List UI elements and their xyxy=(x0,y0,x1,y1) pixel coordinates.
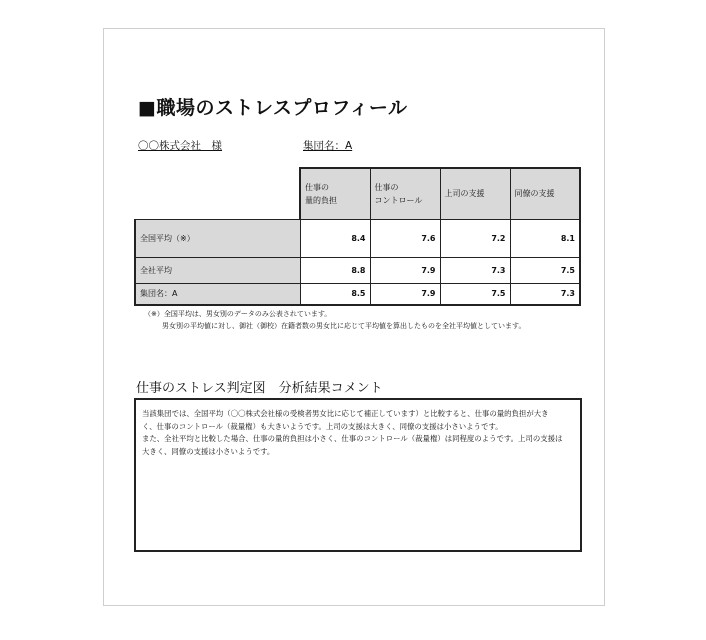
footnote-line-1: （※）全国平均は、男女別のデータのみ公表されています。 xyxy=(144,310,332,318)
column-header xyxy=(300,168,370,219)
table-row xyxy=(135,283,580,305)
comment-line: 当該集団では、全国平均（〇〇株式会社様の受検者男女比に応じて補正しています）と比較すると、仕事の量的負担が大き xyxy=(142,409,549,418)
company-name: 〇〇株式会社 様 xyxy=(138,140,222,152)
table-cell: 7.9 xyxy=(370,283,440,305)
page-title: ■職場のストレスプロフィール xyxy=(138,97,408,119)
table-cell: 7.2 xyxy=(440,219,510,257)
table-corner xyxy=(135,168,300,219)
stress-profile-table xyxy=(134,167,581,306)
row-label: 全社平均 xyxy=(135,257,300,283)
column-header-label: 仕事の 量的負担 xyxy=(305,182,337,205)
analysis-title: 仕事のストレス判定図 分析結果コメント xyxy=(136,381,383,396)
column-header xyxy=(440,168,510,219)
table-cell: 8.8 xyxy=(300,257,370,283)
table-cell: 7.3 xyxy=(510,283,580,305)
comment-line: 大きく、同僚の支援は小さいようです。 xyxy=(142,446,275,456)
row-label: 集団名：A xyxy=(135,283,300,305)
table-row xyxy=(135,219,580,257)
table-cell: 7.6 xyxy=(370,219,440,257)
table-cell: 7.5 xyxy=(440,283,510,305)
column-header-label: 仕事の コントロール xyxy=(374,182,423,205)
table-cell: 7.5 xyxy=(510,257,580,283)
table-header-row xyxy=(135,168,580,219)
comment-line: また、全社平均と比較した場合、仕事の量的負担は小さく、仕事のコントロール（裁量権）は同程度のようです。上司の支援は xyxy=(142,434,563,443)
table-cell: 8.1 xyxy=(510,219,580,257)
table-cell: 8.4 xyxy=(300,219,370,257)
table-cell: 8.5 xyxy=(300,283,370,305)
table-cell: 7.3 xyxy=(440,257,510,283)
analysis-comment-box xyxy=(134,398,582,552)
footnote-line-2: 男女別の平均値に対し、御社（御校）在籍者数の男女比に応じて平均値を算出したものを全社平均値としています。 xyxy=(162,322,526,330)
table-cell: 7.9 xyxy=(370,257,440,283)
column-header xyxy=(510,168,580,219)
column-header-label: 上司の支援 xyxy=(444,189,485,199)
column-header-label: 同僚の支援 xyxy=(514,189,555,199)
row-label: 全国平均（※） xyxy=(135,219,300,257)
comment-line: く、仕事のコントロール（裁量権）も大きいようです。上司の支援は大きく、同僚の支援は小さいようです。 xyxy=(142,421,503,431)
table-row xyxy=(135,257,580,283)
column-header xyxy=(370,168,440,219)
group-name: 集団名：A xyxy=(303,140,353,152)
